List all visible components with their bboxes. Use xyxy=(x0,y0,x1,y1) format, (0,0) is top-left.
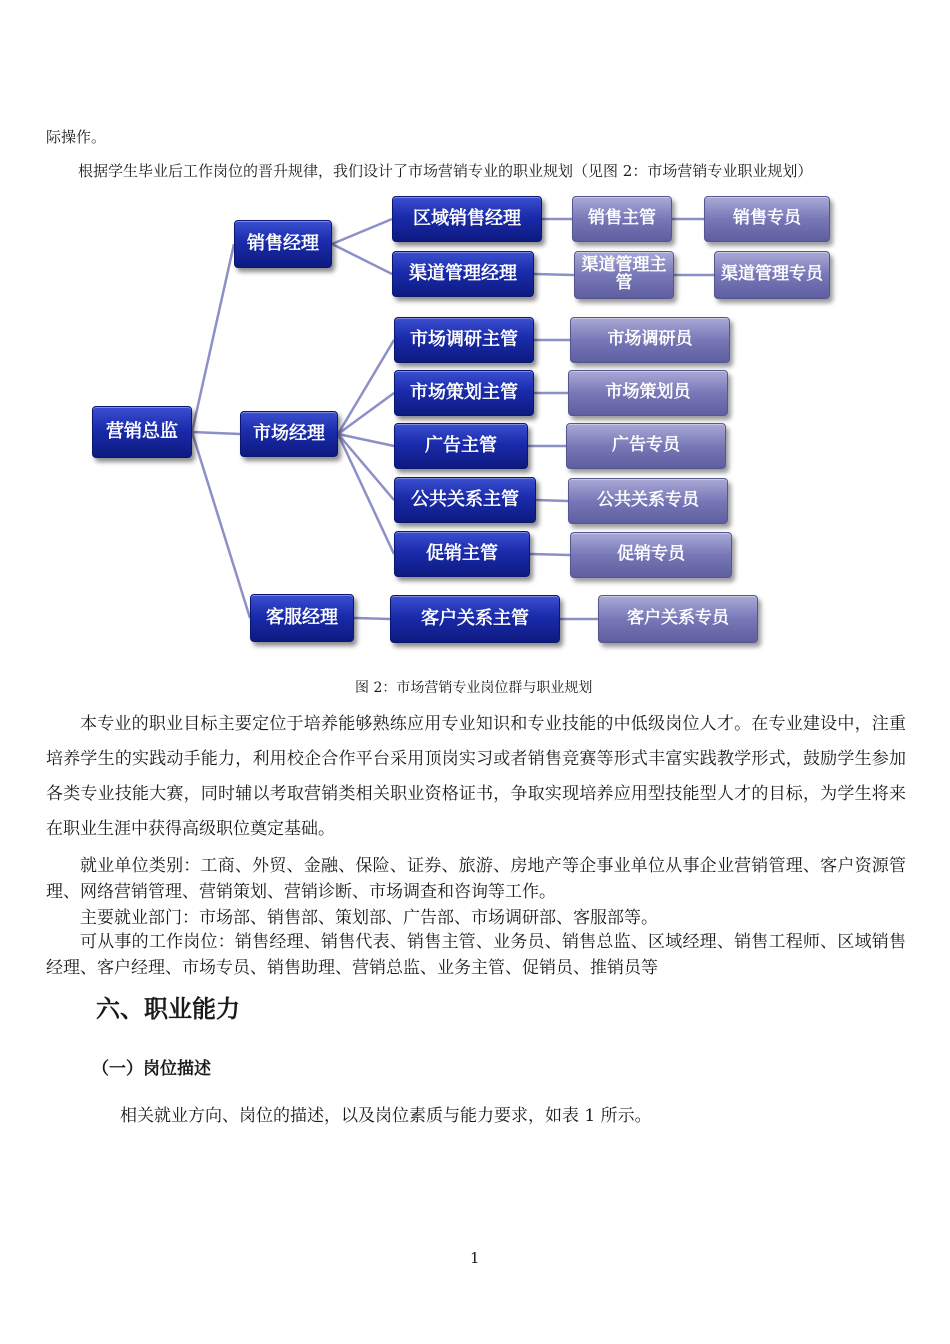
chart-node-branch: 客服经理 xyxy=(250,594,354,642)
chart-node-role: 区域销售经理 xyxy=(392,196,542,242)
connector-branch-to-role xyxy=(354,618,390,619)
intro-paragraph: 根据学生毕业后工作岗位的晋升规律，我们设计了市场营销专业的职业规划（见图 2：市场营销专业职业规划） xyxy=(78,162,813,180)
chart-node-role: 渠道管理经理 xyxy=(392,251,534,297)
connector-branch-to-role xyxy=(332,244,392,274)
chart-node-role: 市场策划主管 xyxy=(394,370,534,416)
paragraph-employer-types: 就业单位类别：工商、外贸、金融、保险、证券、旅游、房地产等企事业单位从事企业营销管理、客户资源管理、网络营销管理、营销策划、营销诊断、市场调查和咨询等工作。 xyxy=(46,856,906,902)
page-number: 1 xyxy=(470,1249,480,1267)
chart-node-root: 营销总监 xyxy=(92,406,192,458)
connector-branch-to-role xyxy=(332,219,392,244)
connector-branch-to-role xyxy=(338,340,394,434)
connector-branch-to-role xyxy=(338,434,394,554)
career-path-org-chart xyxy=(60,190,840,660)
chart-node-subrole: 市场策划员 xyxy=(568,370,728,416)
chart-node-role: 客户关系主管 xyxy=(390,595,560,643)
connector-root-to-branch xyxy=(192,432,250,618)
connector-root-to-branch xyxy=(192,432,240,434)
chart-node-subrole: 公共关系专员 xyxy=(568,478,728,524)
paragraph-job-positions: 可从事的工作岗位：销售经理、销售代表、销售主管、业务员、销售总监、区域经理、销售工程师、区域销售经理、客户经理、市场专员、销售助理、营销总监、业务主管、促销员、推销员等 xyxy=(46,932,906,978)
chart-node-role: 公共关系主管 xyxy=(394,477,536,523)
intro-fragment: 际操作。 xyxy=(46,128,107,146)
chart-node-subrole: 渠道管理专员 xyxy=(714,251,830,299)
connector-role-to-subrole xyxy=(534,274,574,275)
chart-node-subrole: 市场调研员 xyxy=(570,317,730,363)
chart-node-role: 广告主管 xyxy=(394,423,528,469)
figure-caption: 图 2：市场营销专业岗位群与职业规划 xyxy=(355,680,593,696)
section-heading: 六、职业能力 xyxy=(96,995,240,1023)
chart-node-subrole: 客户关系专员 xyxy=(598,595,758,643)
chart-node-subrole: 销售主管 xyxy=(572,196,672,242)
chart-node-subrole: 渠道管理主管 xyxy=(574,251,674,299)
paragraph-description: 相关就业方向、岗位的描述，以及岗位素质与能力要求，如表 1 所示。 xyxy=(120,1106,652,1126)
connector-branch-to-role xyxy=(338,393,394,434)
chart-node-role: 促销主管 xyxy=(394,531,530,577)
connector-root-to-branch xyxy=(192,244,234,432)
chart-node-branch: 销售经理 xyxy=(234,220,332,268)
connector-role-to-subrole xyxy=(536,500,568,501)
paragraph-departments: 主要就业部门：市场部、销售部、策划部、广告部、市场调研部、客服部等。 xyxy=(80,908,658,928)
connector-role-to-subrole xyxy=(530,554,570,555)
chart-node-branch: 市场经理 xyxy=(240,411,338,457)
paragraph-career-goal: 本专业的职业目标主要定位于培养能够熟练应用专业知识和专业技能的中低级岗位人才。在专业建设中，注重培养学生的实践动手能力，利用校企合作平台采用顶岗实习或者销售竞赛等形式丰富实践教学形式，鼓励学生参加各类专业技能大赛，同时辅以考取营销类相关职业资格证书，争取实现培养应用型技能型人才的目标，为学生将来在职业生涯中获得高级职位奠定基础。 xyxy=(46,714,906,839)
chart-node-subrole: 销售专员 xyxy=(704,196,830,242)
chart-node-subrole: 广告专员 xyxy=(566,423,726,469)
chart-node-role: 市场调研主管 xyxy=(394,317,534,363)
chart-node-subrole: 促销专员 xyxy=(570,532,732,578)
subsection-heading: （一）岗位描述 xyxy=(92,1059,211,1079)
